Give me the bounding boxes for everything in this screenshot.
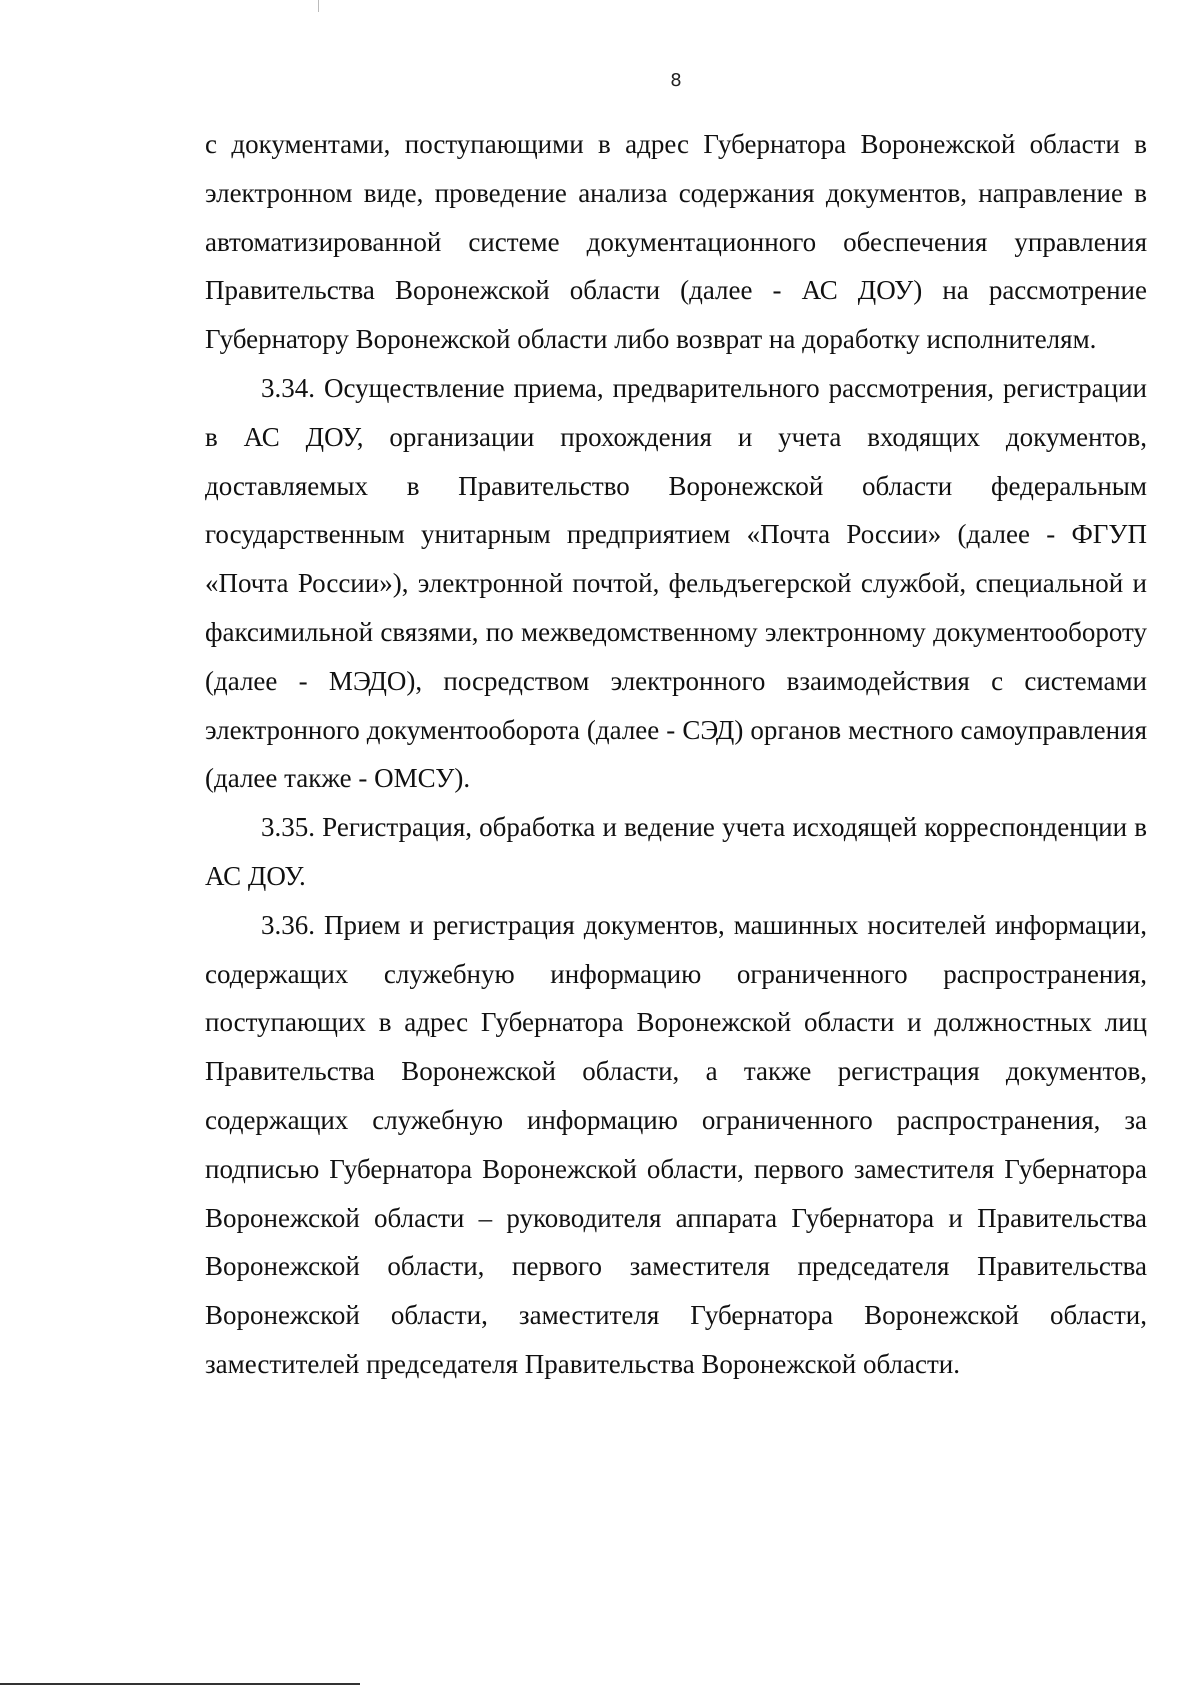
paragraph-3-36: 3.36. Прием и регистрация документов, машинных носителей информации, содержащих служебную информацию ограниченного распространения, поступающих в адрес Губернатора Воронежской области и должностных лиц Правительства Воронежской области, а также регистрация документов, содержащих служебную информацию ограниченного распространения, за подписью Губернатора Воронежской области, первого заместителя Губернатора Воронежской области – руководителя аппарата Губернатора и Правительства Воронежской области, первого заместителя председателя Правительства Воронежской области, заместителя Губернатора Воронежской области, заместителей председателя Правительства Воронежской области. — [205, 909, 1147, 1379]
paragraph-3-34: 3.34. Осуществление приема, предварительного рассмотрения, регистрации в АС ДОУ, организации прохождения и учета входящих документов, доставляемых в Правительство Воронежской области федеральным государственным унитарным предприятием «Почта России» (далее - ФГУП «Почта России»), электронной почтой, фельдъегерской службой, специальной и факсимильной связями, по межведомственному электронному документообороту (далее - МЭДО), посредством электронного взаимодействия с системами электронного документооборота (далее - СЭД) органов местного самоуправления (далее также - ОМСУ). — [205, 372, 1147, 794]
page-number: 8 — [670, 70, 682, 91]
scan-artifact-top — [318, 0, 319, 12]
paragraph-continuation: с документами, поступающими в адрес Губернатора Воронежской области в электронном виде, проведение анализа содержания документов, направление в автоматизированной системе документационного обеспечения управления Правительства Воронежской области (далее - АС ДОУ) на рассмотрение Губернатору Воронежской области либо возврат на доработку исполнителям. — [205, 129, 1147, 355]
scan-artifact-bottom — [0, 1683, 360, 1685]
paragraph-3-35: 3.35. Регистрация, обработка и ведение учета исходящей корреспонденции в АС ДОУ. — [205, 812, 1147, 891]
document-body — [205, 120, 1147, 1389]
